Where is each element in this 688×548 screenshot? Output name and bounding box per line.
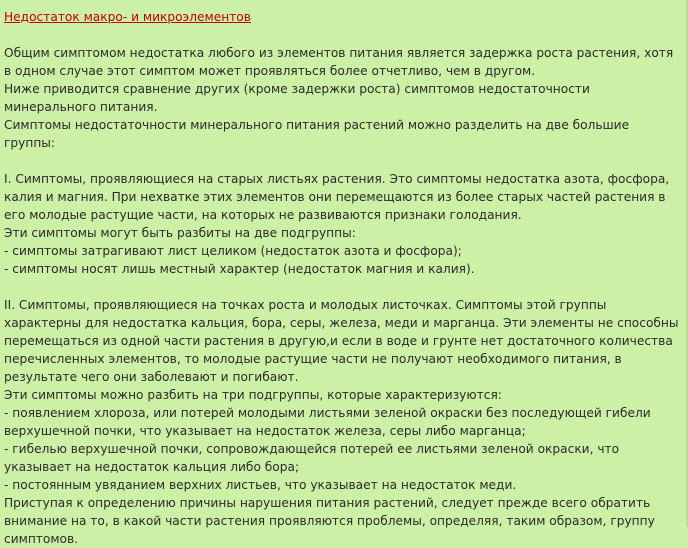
group-one-paragraph: I. Симптомы, проявляющиеся на старых листьях растения. Это симптомы недостатка азота, фосфора, калия и магния. При нехватке этих элементов они перемещаются из более старых частей растения в его молодые растущие части, на которых не развиваются признаки голодания. Эти симптомы могут быть разбиты на две подгруппы: - симптомы затрагивают лист целиком (недостаток азота и фосфора); - симптомы носят лишь местный характер (недостаток магния и калия). [4,172,670,276]
article-title-link[interactable]: Недостаток макро- и микроэлементов [4,10,251,24]
intro-paragraph: Общим симптомом недостатка любого из элементов питания является задержка роста растения, хотя в одном случае этот симптом может проявляться более отчетливо, чем в другом. Ниже приводится сравнение других (кроме задержки роста) симптомов недостаточности минерального питания. Симптомы недостаточности минерального питания растений можно разделить на две большие группы: [4,46,674,150]
group-two-paragraph: II. Симптомы, проявляющиеся на точках роста и молодых листочках. Симптомы этой группы характерны для недостатка кальция, бора, серы, железа, меди и марганца. Эти элементы не способны перемещаться из одной части растения в другую,и если в воде и грунте нет достаточного количества перечисленных элементов, то молодые растущие части не получают необходимого питания, в результате чего они заболевают и погибают. Эти симптомы можно разбить на три подгруппы, которые характеризуются: - появлением хлороза, или потерей молодыми листьями зеленой окраски без последующей гибели верхушечной почки, что указывает на недостаток железа, серы либо марганца; - гибелью верхушечной почки, сопровождающейся потерей ее листьями зеленой окраски, что указывает на недостаток кальция либо бора; - постоянным увяданием верхних листьев, что указывает на недостаток меди. Приступая к определению причины нарушения питания растений, следует прежде всего обратить внимание на то, в какой части растения проявляются проблемы, определяя, таким образом, группу симптомов. [4,298,679,546]
spacer [4,278,682,296]
spacer [4,152,682,170]
